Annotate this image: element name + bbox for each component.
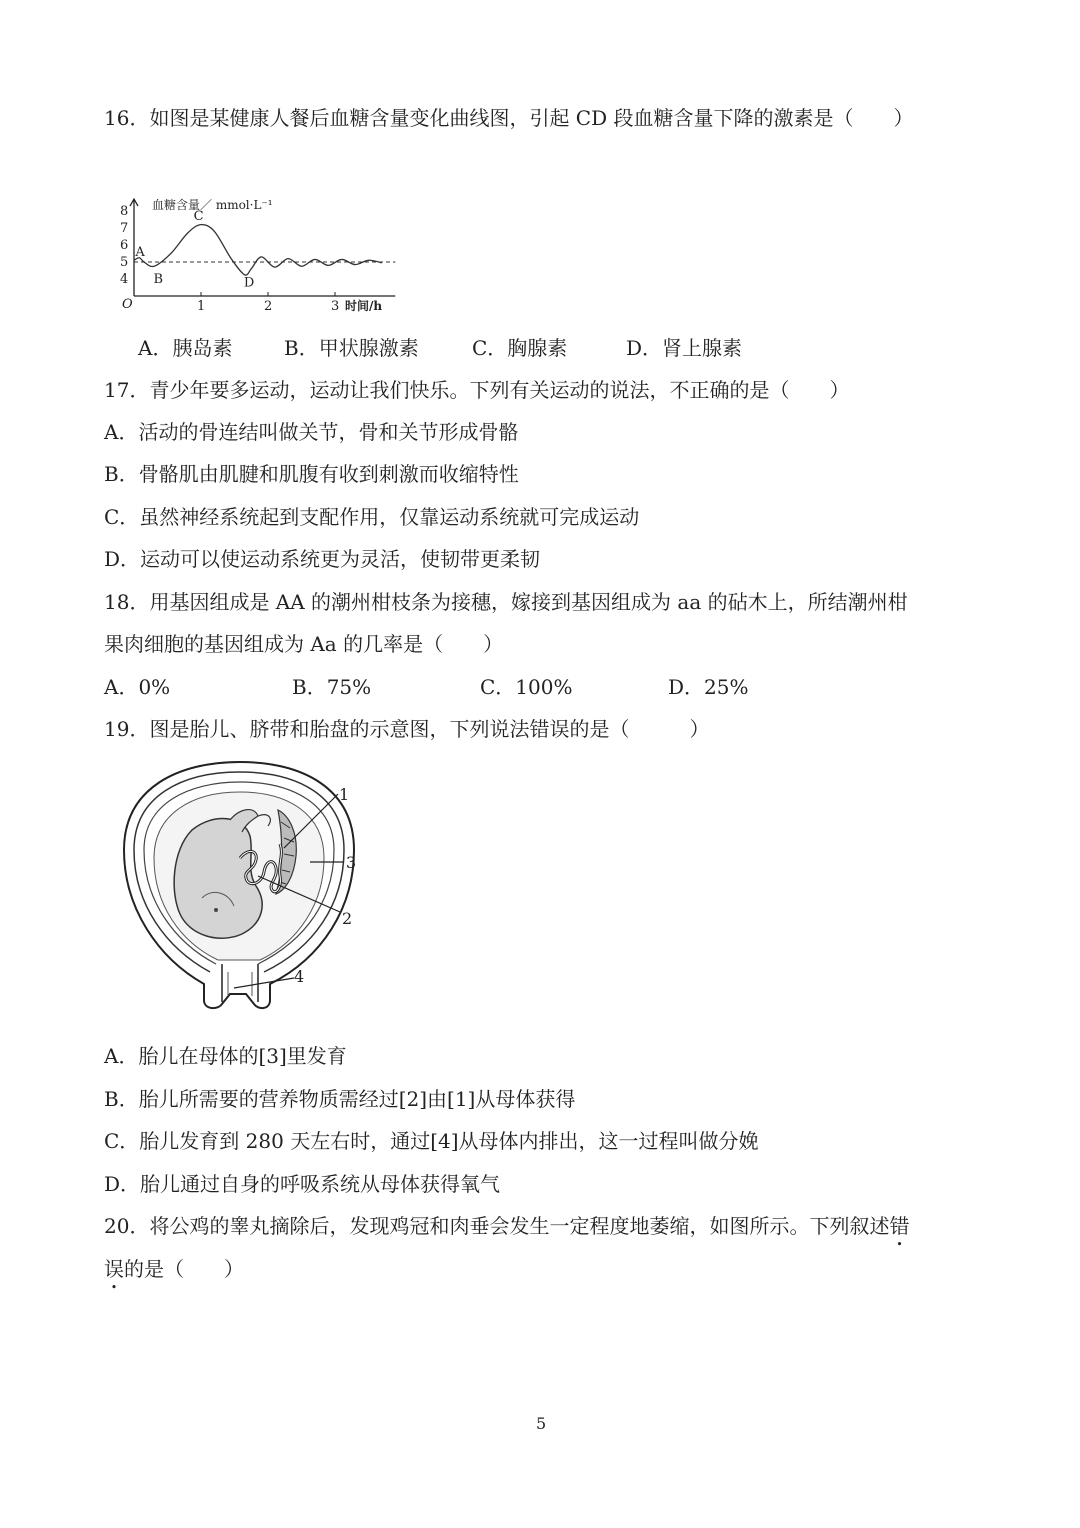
q16-stem: 16．如图是某健康人餐后血糖含量变化曲线图，引起 CD 段血糖含量下降的激素是（ ） <box>104 106 914 130</box>
fig19-label-4: 4 <box>294 967 305 986</box>
q18-option-d: D．25% <box>668 675 749 699</box>
q18-option-b: B．75% <box>292 675 372 699</box>
fig19-label-3: 3 <box>346 853 357 872</box>
x-tick-label-1: 1 <box>197 299 206 314</box>
y-tick-label-8: 8 <box>120 204 129 219</box>
fetus-placenta-diagram <box>118 758 368 1016</box>
fig19-label-1: 1 <box>339 785 350 804</box>
point-label-C: C <box>193 209 204 225</box>
q19-stem: 19．图是胎儿、脐带和胎盘的示意图，下列说法错误的是（ ） <box>104 717 710 741</box>
q20-stem-line2 <box>104 1255 244 1283</box>
y-tick-label-5: 5 <box>120 255 129 270</box>
page-number: 5 <box>536 1414 547 1433</box>
chart-series <box>134 225 382 276</box>
q19-option-b: B．胎儿所需要的营养物质需经过[2]由[1]从母体获得 <box>104 1087 576 1111</box>
x-tick-label-2: 2 <box>264 299 273 314</box>
q19-option-c: C．胎儿发育到 280 天左右时，通过[4]从母体内排出，这一过程叫做分娩 <box>104 1129 759 1153</box>
q20-stem-text: 20．将公鸡的睾丸摘除后，发现鸡冠和肉垂会发生一定程度地萎缩，如图所示。下列叙述 <box>104 1214 890 1238</box>
q18-option-c: C．100% <box>480 675 573 699</box>
q18-option-a: A．0% <box>104 675 171 699</box>
origin-label: O <box>122 297 133 312</box>
q16-option-d: D．肾上腺素 <box>626 336 743 360</box>
chart-ticks <box>120 204 339 314</box>
fetus <box>174 819 262 939</box>
y-tick-label-6: 6 <box>120 238 129 253</box>
y-tick-label-4: 4 <box>120 272 129 287</box>
q17-option-d: D．运动可以使运动系统更为灵活，使韧带更柔韧 <box>104 547 541 571</box>
q20-stem-rest: 的是（ ） <box>124 1257 244 1281</box>
q16-option-c: C．胸腺素 <box>472 336 568 360</box>
chart-axes <box>130 199 395 296</box>
point-label-A: A <box>135 244 145 260</box>
q17-option-b: B．骨骼肌由肌腱和肌腹有收到刺激而收缩特性 <box>104 462 519 486</box>
q16-option-b: B．甲状腺激素 <box>284 336 419 360</box>
series-blood-sugar <box>134 225 382 276</box>
q17-stem: 17．青少年要多运动，运动让我们快乐。下列有关运动的说法，不正确的是（ ） <box>104 378 850 402</box>
q20-emphasis-char-2: 误 <box>104 1257 124 1281</box>
q17-option-a: A．活动的骨连结叫做关节，骨和关节形成骨骼 <box>104 420 519 444</box>
q19-option-a: A．胎儿在母体的[3]里发育 <box>104 1044 347 1068</box>
point-label-D: D <box>243 275 255 291</box>
fig19-label-2: 2 <box>342 909 353 928</box>
q18-options <box>104 673 784 701</box>
q20-stem-line1 <box>104 1212 909 1240</box>
q19-option-d: D．胎儿通过自身的呼吸系统从母体获得氧气 <box>104 1172 501 1196</box>
x-axis-label: 时间/h <box>345 299 383 313</box>
blood-sugar-chart <box>112 144 412 316</box>
q17-option-c: C．虽然神经系统起到支配作用，仅靠运动系统就可完成运动 <box>104 505 640 529</box>
q16-option-a: A．胰岛素 <box>138 336 233 360</box>
q18-stem-line1: 18．用基因组成是 AA 的潮州柑枝条为接穗，嫁接到基因组成为 aa 的砧木上，所结潮州柑 <box>104 590 908 614</box>
q20-emphasis-char-1: 错 <box>889 1214 910 1238</box>
q18-stem-line2: 果肉细胞的基因组成为 Aa 的几率是（ ） <box>104 632 504 656</box>
point-label-B: B <box>153 272 164 287</box>
y-axis-label: 血糖含量／ mmol·L⁻¹ <box>152 198 273 213</box>
y-tick-label-7: 7 <box>120 221 129 236</box>
x-tick-label-3: 3 <box>331 299 340 314</box>
